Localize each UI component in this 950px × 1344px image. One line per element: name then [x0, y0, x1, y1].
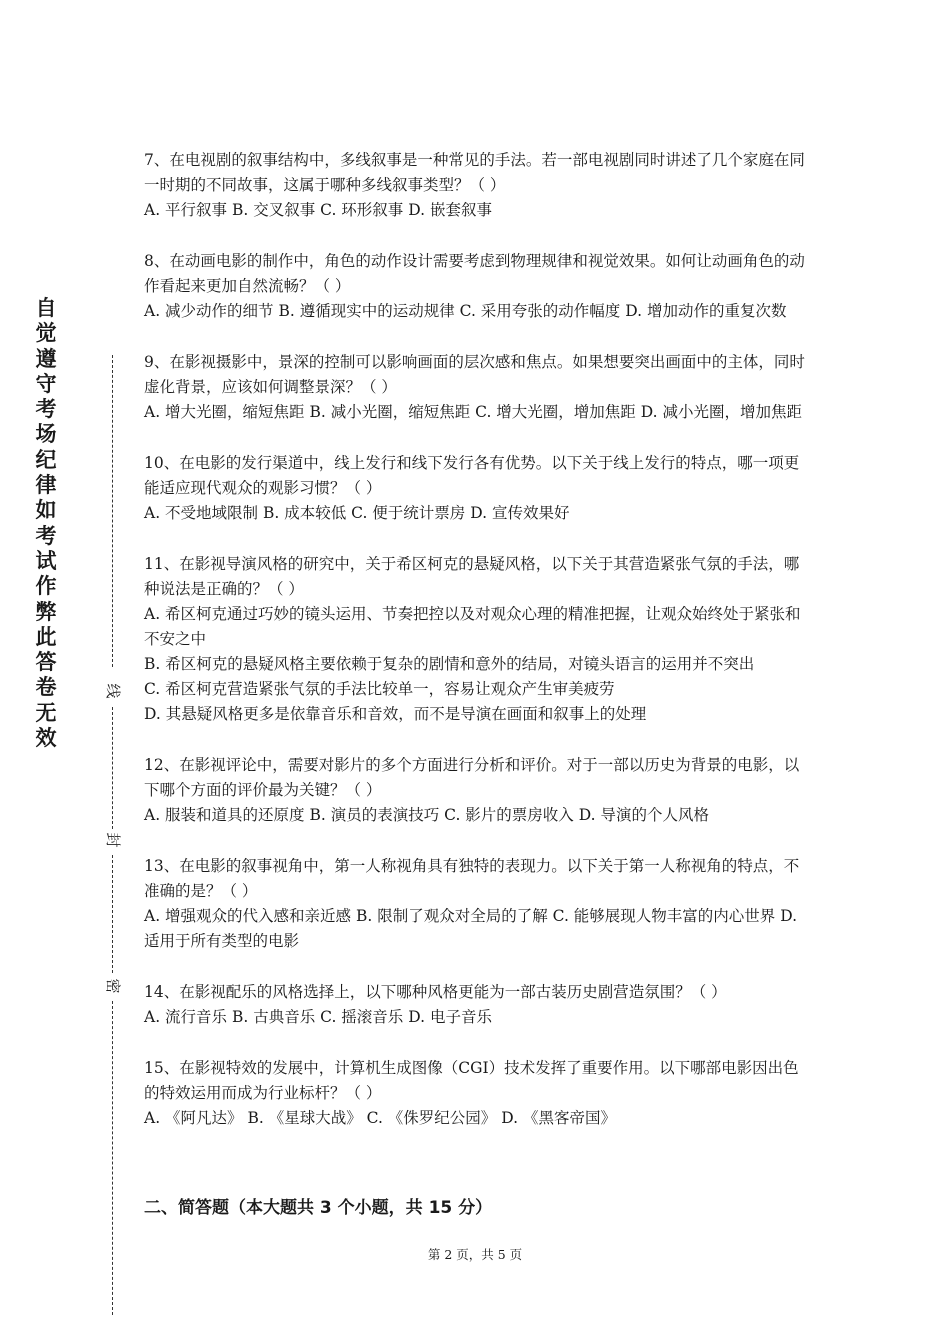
integrity-notice-char: 考 — [35, 397, 57, 422]
binding-label-xian: 线 — [104, 683, 122, 699]
question-stem: 9、在影视摄影中，景深的控制可以影响画面的层次感和焦点。如果想要突出画面中的主体，同时虚化背景，应该如何调整景深？（ ） — [144, 353, 805, 396]
binding-dash-1 — [112, 355, 113, 667]
question-options: A. 服装和道具的还原度 B. 演员的表演技巧 C. 影片的票房收入 D. 导演的个人风格 — [144, 806, 709, 824]
question-options: D. 其悬疑风格更多是依靠音乐和音效，而不是导演在画面和叙事上的处理 — [144, 705, 647, 723]
integrity-notice-char: 效 — [35, 726, 57, 751]
integrity-notice-char: 自 — [35, 296, 57, 320]
integrity-notice-char: 觉 — [35, 321, 57, 346]
binding-dash-2 — [112, 707, 113, 829]
question-item — [144, 1056, 812, 1131]
question-stem: 14、在影视配乐的风格选择上，以下哪种风格更能为一部古装历史剧营造氛围？（ ） — [144, 983, 727, 1001]
question-options: A. 希区柯克通过巧妙的镜头运用、节奏把控以及对观众心理的精准把握，让观众始终处于紧张和不安之中 — [144, 605, 801, 648]
integrity-notice — [28, 296, 64, 751]
question-options: A. 平行叙事 B. 交叉叙事 C. 环形叙事 D. 嵌套叙事 — [144, 201, 492, 219]
question-item — [144, 753, 812, 828]
question-stem: 8、在动画电影的制作中，角色的动作设计需要考虑到物理规律和视觉效果。如何让动画角色的动作看起来更加自然流畅？（ ） — [144, 252, 805, 295]
question-item — [144, 249, 812, 324]
question-stem: 12、在影视评论中，需要对影片的多个方面进行分析和评价。对于一部以历史为背景的电影，以下哪个方面的评价最为关键？（ ） — [144, 756, 800, 799]
question-item — [144, 451, 812, 526]
question-stem: 11、在影视导演风格的研究中，关于希区柯克的悬疑风格，以下关于其营造紧张气氛的手法，哪种说法是正确的？（ ） — [144, 555, 800, 598]
question-stem: 10、在电影的发行渠道中，线上发行和线下发行各有优势。以下关于线上发行的特点，哪一项更能适应现代观众的观影习惯？（ ） — [144, 454, 800, 497]
question-stem: 7、在电视剧的叙事结构中，多线叙事是一种常见的手法。若一部电视剧同时讲述了几个家庭在同一时期的不同故事，这属于哪种多线叙事类型？（ ） — [144, 151, 805, 194]
integrity-notice-char: 此 — [35, 624, 57, 649]
integrity-notice-char: 场 — [35, 422, 57, 447]
integrity-notice-char: 卷 — [35, 675, 57, 700]
integrity-notice-char: 无 — [35, 700, 57, 725]
question-item — [144, 350, 812, 425]
binding-label-mi: 密 — [104, 978, 122, 994]
question-options: A. 增大光圈，缩短焦距 B. 减小光圈，缩短焦距 C. 增大光圈，增加焦距 D. 减小光圈，增加焦距 — [144, 403, 802, 421]
question-stem: 13、在电影的叙事视角中，第一人称视角具有独特的表现力。以下关于第一人称视角的特点，不准确的是？（ ） — [144, 857, 800, 900]
section-title: 二、简答题（本大题共 3 个小题，共 15 分） — [144, 1198, 493, 1218]
binding-dash-3 — [112, 855, 113, 973]
binding-label-feng: 封 — [104, 832, 122, 848]
question-options: B. 希区柯克的悬疑风格主要依赖于复杂的剧情和意外的结局，对镜头语言的运用并不突出 — [144, 655, 755, 673]
integrity-notice-char: 律 — [35, 473, 57, 498]
integrity-notice-char: 守 — [35, 371, 57, 396]
integrity-notice-char: 遵 — [35, 346, 57, 371]
question-item — [144, 854, 812, 954]
integrity-notice-char: 如 — [35, 498, 57, 523]
integrity-notice-char: 纪 — [35, 447, 57, 472]
binding-line — [104, 355, 122, 1315]
integrity-notice-char: 考 — [35, 523, 57, 548]
question-options: A. 流行音乐 B. 古典音乐 C. 摇滚音乐 D. 电子音乐 — [144, 1008, 492, 1026]
page-footer: 第 2 页，共 5 页 — [427, 1247, 523, 1262]
question-list — [144, 148, 812, 1157]
question-item — [144, 980, 812, 1030]
question-options: C. 希区柯克营造紧张气氛的手法比较单一，容易让观众产生审美疲劳 — [144, 680, 615, 698]
integrity-notice-char: 作 — [35, 574, 57, 599]
question-options: A. 减少动作的细节 B. 遵循现实中的运动规律 C. 采用夸张的动作幅度 D. 增加动作的重复次数 — [144, 302, 787, 320]
question-options: A. 《阿凡达》 B. 《星球大战》 C. 《侏罗纪公园》 D. 《黑客帝国》 — [144, 1109, 616, 1127]
question-stem: 15、在影视特效的发展中，计算机生成图像（CGI）技术发挥了重要作用。以下哪部电影因出色的特效运用而成为行业标杆？（ ） — [144, 1059, 799, 1102]
binding-dash-4 — [112, 1001, 113, 1315]
integrity-notice-char: 弊 — [35, 599, 57, 624]
integrity-notice-char: 试 — [35, 548, 57, 573]
question-options: A. 不受地域限制 B. 成本较低 C. 便于统计票房 D. 宣传效果好 — [144, 504, 570, 522]
integrity-notice-char: 答 — [35, 650, 57, 675]
question-options: A. 增强观众的代入感和亲近感 B. 限制了观众对全局的了解 C. 能够展现人物丰富的内心世界 D. 适用于所有类型的电影 — [144, 907, 798, 950]
question-item — [144, 552, 812, 727]
question-item — [144, 148, 812, 223]
